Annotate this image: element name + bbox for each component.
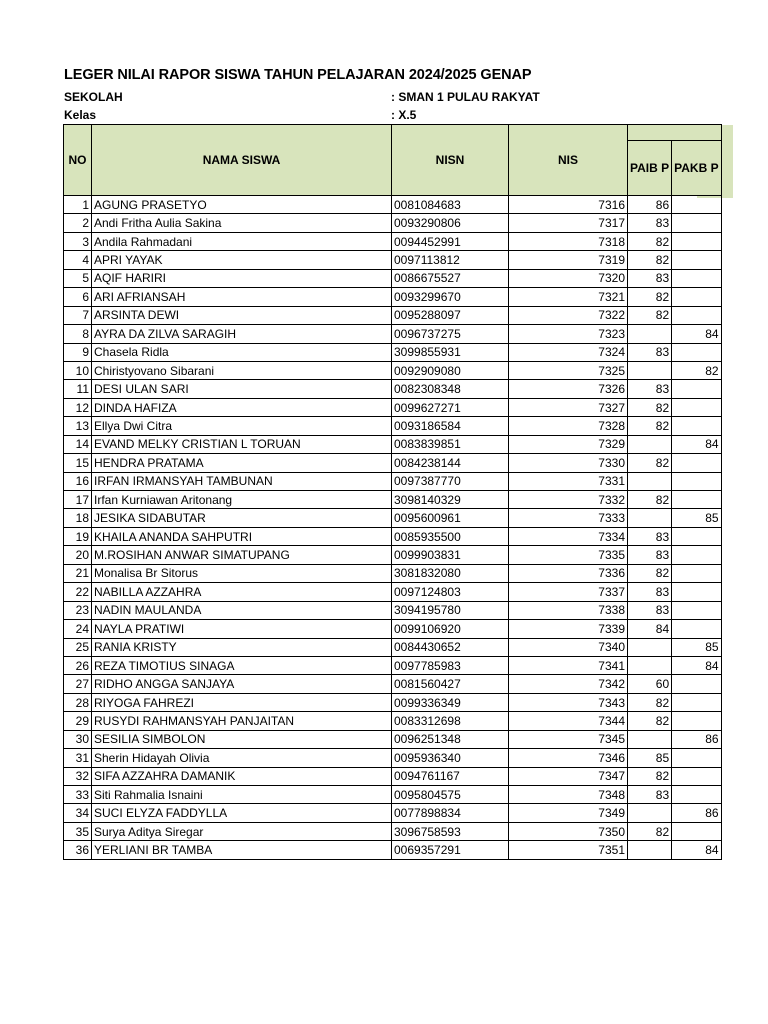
cell-nis: 7317 — [509, 214, 628, 232]
cell-no: 29 — [64, 712, 92, 730]
cell-nisn: 0093290806 — [392, 214, 509, 232]
cell-name: Chiristyovano Sibarani — [92, 361, 392, 379]
cell-name: IRFAN IRMANSYAH TAMBUNAN — [92, 472, 392, 490]
table-row — [64, 343, 722, 361]
cell-nisn: 0099627271 — [392, 398, 509, 416]
cell-name: SUCI ELYZA FADDYLLA — [92, 804, 392, 822]
cell-nis: 7347 — [509, 767, 628, 785]
header-paibp: PAIB P — [628, 141, 672, 196]
cell-no: 16 — [64, 472, 92, 490]
school-value: : SMAN 1 PULAU RAKYAT — [391, 90, 540, 104]
cell-nis: 7328 — [509, 417, 628, 435]
cell-pakbp — [672, 601, 721, 619]
cell-no: 26 — [64, 656, 92, 674]
cell-nis: 7345 — [509, 730, 628, 748]
table-row — [64, 380, 722, 398]
cell-paibp: 83 — [628, 786, 672, 804]
cell-paibp: 85 — [628, 749, 672, 767]
cell-nisn: 0084430652 — [392, 638, 509, 656]
header-pakbp: PAKB P — [672, 141, 721, 196]
cell-no: 19 — [64, 527, 92, 545]
cell-paibp: 84 — [628, 620, 672, 638]
table-row — [64, 583, 722, 601]
cell-paibp — [628, 638, 672, 656]
cell-nisn: 3098140329 — [392, 491, 509, 509]
table-row — [64, 730, 722, 748]
table-row — [64, 786, 722, 804]
cell-pakbp — [672, 306, 721, 324]
table-row — [64, 269, 722, 287]
cell-paibp: 82 — [628, 767, 672, 785]
cell-paibp: 82 — [628, 417, 672, 435]
cell-name: NADIN MAULANDA — [92, 601, 392, 619]
cell-name: JESIKA SIDABUTAR — [92, 509, 392, 527]
table-row — [64, 417, 722, 435]
cell-paibp — [628, 435, 672, 453]
table-row — [64, 693, 722, 711]
cell-nisn: 0095804575 — [392, 786, 509, 804]
cell-nis: 7348 — [509, 786, 628, 804]
school-label: SEKOLAH — [64, 90, 123, 104]
cell-pakbp: 85 — [672, 638, 721, 656]
cell-nis: 7335 — [509, 546, 628, 564]
cell-paibp: 60 — [628, 675, 672, 693]
cell-paibp: 82 — [628, 712, 672, 730]
cell-no: 7 — [64, 306, 92, 324]
cell-nisn: 0092909080 — [392, 361, 509, 379]
cell-nis: 7343 — [509, 693, 628, 711]
cell-name: M.ROSIHAN ANWAR SIMATUPANG — [92, 546, 392, 564]
cell-name: Surya Aditya Siregar — [92, 822, 392, 840]
cell-nisn: 0099106920 — [392, 620, 509, 638]
cell-name: YERLIANI BR TAMBA — [92, 841, 392, 859]
cell-name: KHAILA ANANDA SAHPUTRI — [92, 527, 392, 545]
cell-name: APRI YAYAK — [92, 251, 392, 269]
table-row — [64, 767, 722, 785]
cell-nisn: 3081832080 — [392, 564, 509, 582]
cell-nisn: 0099903831 — [392, 546, 509, 564]
table-row — [64, 546, 722, 564]
cell-nis: 7342 — [509, 675, 628, 693]
cell-name: Siti Rahmalia Isnaini — [92, 786, 392, 804]
cell-paibp — [628, 656, 672, 674]
cell-pakbp — [672, 214, 721, 232]
cell-nisn: 0097124803 — [392, 583, 509, 601]
cell-paibp: 83 — [628, 546, 672, 564]
cell-name: ARI AFRIANSAH — [92, 288, 392, 306]
cell-nis: 7334 — [509, 527, 628, 545]
cell-nisn: 0086675527 — [392, 269, 509, 287]
cell-paibp: 86 — [628, 196, 672, 214]
cell-no: 15 — [64, 454, 92, 472]
cell-nisn: 0082308348 — [392, 380, 509, 398]
cell-paibp: 82 — [628, 822, 672, 840]
cell-pakbp — [672, 822, 721, 840]
cell-paibp — [628, 325, 672, 343]
table-row — [64, 601, 722, 619]
cell-nisn: 0097785983 — [392, 656, 509, 674]
table-row — [64, 841, 722, 859]
cell-name: Irfan Kurniawan Aritonang — [92, 491, 392, 509]
cell-no: 17 — [64, 491, 92, 509]
cell-pakbp — [672, 398, 721, 416]
cell-nis: 7316 — [509, 196, 628, 214]
header-subject-group — [628, 125, 722, 141]
cell-pakbp: 86 — [672, 804, 721, 822]
cell-name: REZA TIMOTIUS SINAGA — [92, 656, 392, 674]
cell-paibp: 82 — [628, 454, 672, 472]
cell-nisn: 0093186584 — [392, 417, 509, 435]
table-row — [64, 804, 722, 822]
cell-no: 9 — [64, 343, 92, 361]
cell-paibp: 82 — [628, 491, 672, 509]
cell-name: AGUNG PRASETYO — [92, 196, 392, 214]
cell-name: Andila Rahmadani — [92, 232, 392, 250]
cell-nisn: 0077898834 — [392, 804, 509, 822]
cell-paibp: 82 — [628, 251, 672, 269]
cell-pakbp: 84 — [672, 435, 721, 453]
cell-name: NABILLA AZZAHRA — [92, 583, 392, 601]
cell-no: 21 — [64, 564, 92, 582]
cell-nisn: 0085935500 — [392, 527, 509, 545]
table-row — [64, 196, 722, 214]
header-no: NO — [64, 125, 92, 196]
header-nisn: NISN — [392, 125, 509, 196]
table-row — [64, 398, 722, 416]
cell-no: 5 — [64, 269, 92, 287]
cell-paibp: 82 — [628, 306, 672, 324]
cell-name: AYRA DA ZILVA SARAGIH — [92, 325, 392, 343]
cell-pakbp — [672, 583, 721, 601]
table-row — [64, 638, 722, 656]
cell-name: ARSINTA DEWI — [92, 306, 392, 324]
cell-paibp — [628, 472, 672, 490]
cell-paibp — [628, 361, 672, 379]
cell-pakbp — [672, 472, 721, 490]
table-row — [64, 251, 722, 269]
cell-nis: 7324 — [509, 343, 628, 361]
table-row — [64, 288, 722, 306]
header-nis: NIS — [509, 125, 628, 196]
cell-nis: 7337 — [509, 583, 628, 601]
cell-no: 11 — [64, 380, 92, 398]
cell-name: EVAND MELKY CRISTIAN L TORUAN — [92, 435, 392, 453]
cell-nis: 7325 — [509, 361, 628, 379]
cell-nisn: 0097387770 — [392, 472, 509, 490]
cell-nisn: 0084238144 — [392, 454, 509, 472]
cell-name: DINDA HAFIZA — [92, 398, 392, 416]
cell-nis: 7339 — [509, 620, 628, 638]
student-rows — [64, 196, 722, 860]
cell-nisn: 3096758593 — [392, 822, 509, 840]
table-row — [64, 509, 722, 527]
cell-nis: 7340 — [509, 638, 628, 656]
cell-name: RIYOGA FAHREZI — [92, 693, 392, 711]
cell-pakbp — [672, 767, 721, 785]
cell-pakbp — [672, 712, 721, 730]
cell-nis: 7333 — [509, 509, 628, 527]
cell-pakbp — [672, 417, 721, 435]
cell-nisn: 0097113812 — [392, 251, 509, 269]
cell-name: RUSYDI RAHMANSYAH PANJAITAN — [92, 712, 392, 730]
cell-paibp: 83 — [628, 601, 672, 619]
table-row — [64, 361, 722, 379]
cell-pakbp — [672, 693, 721, 711]
cell-paibp: 82 — [628, 288, 672, 306]
cell-no: 32 — [64, 767, 92, 785]
cell-nis: 7341 — [509, 656, 628, 674]
cell-nis: 7320 — [509, 269, 628, 287]
cell-no: 8 — [64, 325, 92, 343]
cell-paibp: 82 — [628, 232, 672, 250]
table-row — [64, 491, 722, 509]
cell-pakbp — [672, 749, 721, 767]
cell-pakbp: 84 — [672, 841, 721, 859]
class-label: Kelas — [64, 108, 97, 122]
cell-no: 34 — [64, 804, 92, 822]
table-row — [64, 472, 722, 490]
cell-nis: 7350 — [509, 822, 628, 840]
cell-paibp: 83 — [628, 527, 672, 545]
cell-nisn: 0081084683 — [392, 196, 509, 214]
cell-nis: 7321 — [509, 288, 628, 306]
cell-name: SESILIA SIMBOLON — [92, 730, 392, 748]
cell-nis: 7351 — [509, 841, 628, 859]
cell-pakbp — [672, 251, 721, 269]
cell-nisn: 0095600961 — [392, 509, 509, 527]
cell-no: 31 — [64, 749, 92, 767]
cell-pakbp — [672, 343, 721, 361]
cell-nis: 7326 — [509, 380, 628, 398]
table-row — [64, 454, 722, 472]
cell-no: 13 — [64, 417, 92, 435]
table-row — [64, 749, 722, 767]
cell-nisn: 0095288097 — [392, 306, 509, 324]
leger-table — [63, 124, 722, 860]
cell-name: RANIA KRISTY — [92, 638, 392, 656]
cell-pakbp — [672, 288, 721, 306]
cell-pakbp: 86 — [672, 730, 721, 748]
cell-paibp: 83 — [628, 380, 672, 398]
cell-name: Andi Fritha Aulia Sakina — [92, 214, 392, 232]
table-row — [64, 712, 722, 730]
cell-nisn: 0069357291 — [392, 841, 509, 859]
cell-nis: 7327 — [509, 398, 628, 416]
cell-pakbp — [672, 527, 721, 545]
cell-pakbp — [672, 786, 721, 804]
cell-no: 12 — [64, 398, 92, 416]
cell-paibp: 82 — [628, 398, 672, 416]
cell-nis: 7330 — [509, 454, 628, 472]
cell-nisn: 0081560427 — [392, 675, 509, 693]
cell-pakbp: 84 — [672, 325, 721, 343]
table-row — [64, 325, 722, 343]
cell-nisn: 0095936340 — [392, 749, 509, 767]
cell-nis: 7322 — [509, 306, 628, 324]
cell-nis: 7329 — [509, 435, 628, 453]
cell-pakbp — [672, 546, 721, 564]
cell-no: 22 — [64, 583, 92, 601]
cell-no: 33 — [64, 786, 92, 804]
cell-paibp: 83 — [628, 269, 672, 287]
cell-no: 6 — [64, 288, 92, 306]
cell-nis: 7332 — [509, 491, 628, 509]
cell-pakbp — [672, 454, 721, 472]
cell-no: 1 — [64, 196, 92, 214]
cell-no: 20 — [64, 546, 92, 564]
cell-name: Chasela Ridla — [92, 343, 392, 361]
table-row — [64, 675, 722, 693]
table-row — [64, 564, 722, 582]
cell-pakbp: 85 — [672, 509, 721, 527]
table-row — [64, 822, 722, 840]
cell-nis: 7349 — [509, 804, 628, 822]
cell-name: DESI ULAN SARI — [92, 380, 392, 398]
cell-no: 4 — [64, 251, 92, 269]
cell-pakbp — [672, 564, 721, 582]
cell-pakbp — [672, 620, 721, 638]
cell-name: NAYLA PRATIWI — [92, 620, 392, 638]
cell-no: 25 — [64, 638, 92, 656]
cell-pakbp — [672, 232, 721, 250]
class-value: : X.5 — [391, 108, 417, 122]
cell-no: 24 — [64, 620, 92, 638]
table-row — [64, 527, 722, 545]
cell-nis: 7344 — [509, 712, 628, 730]
cell-paibp: 82 — [628, 564, 672, 582]
cell-paibp — [628, 509, 672, 527]
cell-no: 23 — [64, 601, 92, 619]
cell-no: 36 — [64, 841, 92, 859]
cell-no: 28 — [64, 693, 92, 711]
cell-paibp: 83 — [628, 343, 672, 361]
cell-nis: 7346 — [509, 749, 628, 767]
cell-nis: 7331 — [509, 472, 628, 490]
cell-no: 35 — [64, 822, 92, 840]
cell-pakbp — [672, 196, 721, 214]
cell-paibp — [628, 841, 672, 859]
cell-nisn: 0093299670 — [392, 288, 509, 306]
cell-name: Sherin Hidayah Olivia — [92, 749, 392, 767]
table-row — [64, 435, 722, 453]
cell-nisn: 3099855931 — [392, 343, 509, 361]
cell-nisn: 3094195780 — [392, 601, 509, 619]
cell-nis: 7338 — [509, 601, 628, 619]
cell-nisn: 0094452991 — [392, 232, 509, 250]
cell-name: Ellya Dwi Citra — [92, 417, 392, 435]
cell-pakbp: 84 — [672, 656, 721, 674]
cell-nis: 7318 — [509, 232, 628, 250]
cell-name: AQIF HARIRI — [92, 269, 392, 287]
cell-no: 18 — [64, 509, 92, 527]
table-row — [64, 656, 722, 674]
cell-nisn: 0094761167 — [392, 767, 509, 785]
cell-paibp — [628, 804, 672, 822]
cell-pakbp — [672, 380, 721, 398]
cell-pakbp — [672, 675, 721, 693]
table-row — [64, 306, 722, 324]
cell-no: 2 — [64, 214, 92, 232]
table-row — [64, 232, 722, 250]
cell-nisn: 0083839851 — [392, 435, 509, 453]
cell-nis: 7336 — [509, 564, 628, 582]
cell-nis: 7319 — [509, 251, 628, 269]
header-name: NAMA SISWA — [92, 125, 392, 196]
cell-nis: 7323 — [509, 325, 628, 343]
table-row — [64, 214, 722, 232]
cell-paibp: 82 — [628, 693, 672, 711]
page-title: LEGER NILAI RAPOR SISWA TAHUN PELAJARAN 2024/2025 GENAP — [64, 67, 532, 83]
cell-paibp — [628, 730, 672, 748]
cell-nisn: 0096251348 — [392, 730, 509, 748]
cell-no: 27 — [64, 675, 92, 693]
cell-no: 3 — [64, 232, 92, 250]
cell-nisn: 0096737275 — [392, 325, 509, 343]
cell-no: 14 — [64, 435, 92, 453]
cell-name: SIFA AZZAHRA DAMANIK — [92, 767, 392, 785]
cell-name: HENDRA PRATAMA — [92, 454, 392, 472]
cell-pakbp — [672, 491, 721, 509]
cell-no: 10 — [64, 361, 92, 379]
cell-name: RIDHO ANGGA SANJAYA — [92, 675, 392, 693]
table-row — [64, 620, 722, 638]
cell-paibp: 83 — [628, 214, 672, 232]
cell-pakbp: 82 — [672, 361, 721, 379]
cell-nisn: 0083312698 — [392, 712, 509, 730]
cell-nisn: 0099336349 — [392, 693, 509, 711]
cell-no: 30 — [64, 730, 92, 748]
cell-name: Monalisa Br Sitorus — [92, 564, 392, 582]
cell-paibp: 83 — [628, 583, 672, 601]
cell-pakbp — [672, 269, 721, 287]
